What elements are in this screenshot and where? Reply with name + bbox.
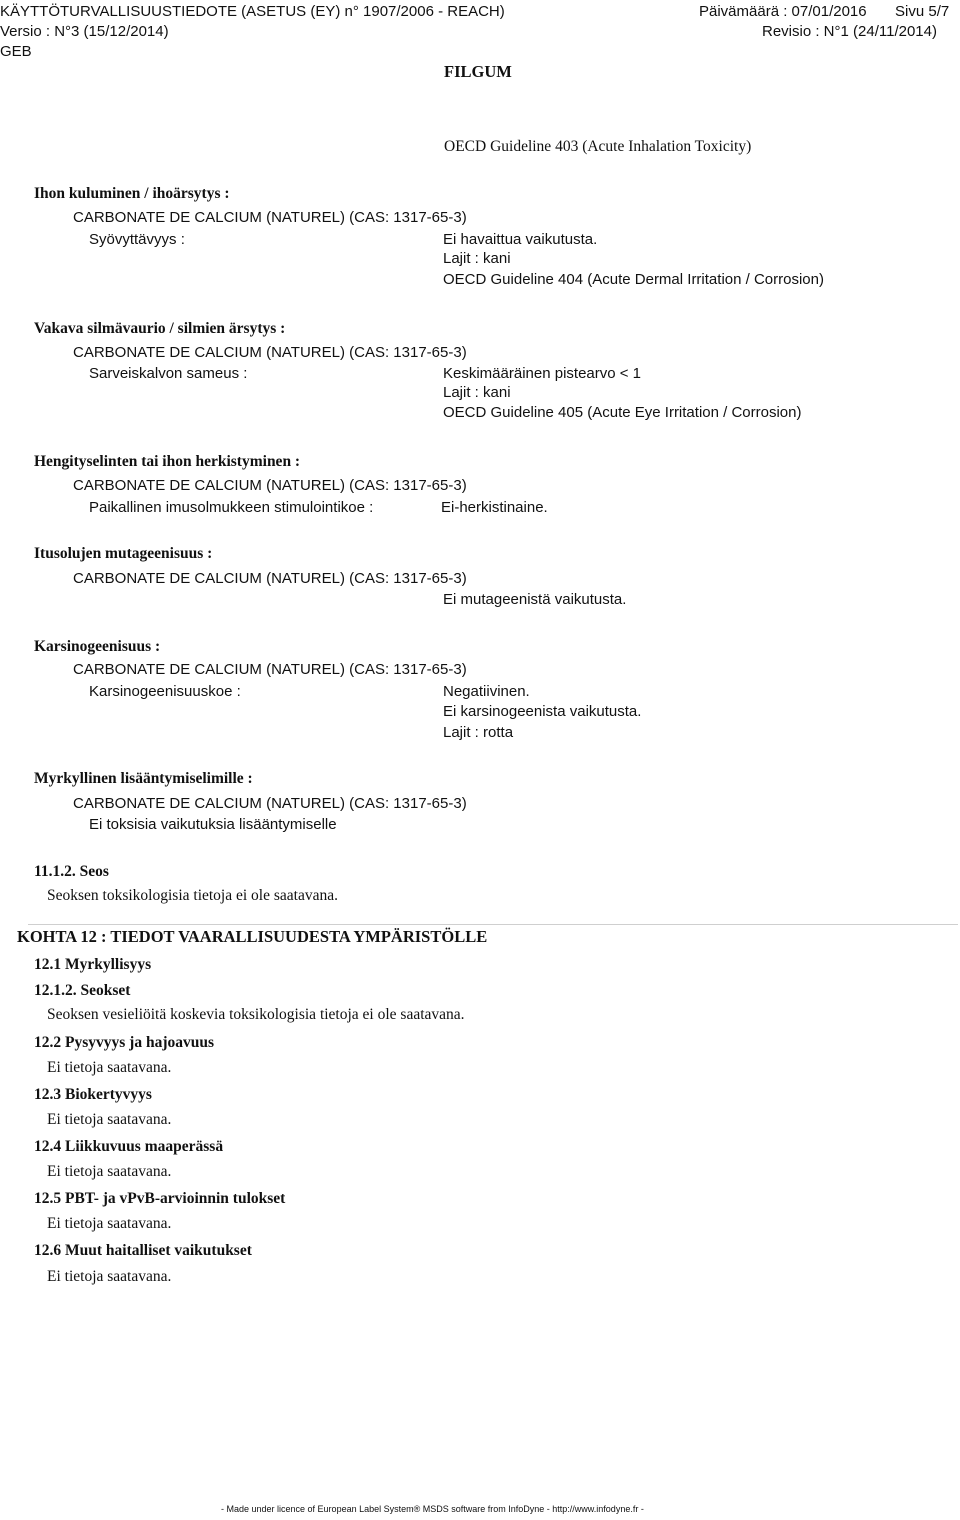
sensitisation-result: Ei-herkistinaine.: [441, 499, 548, 516]
section-12-5-heading: 12.5 PBT- ja vPvB-arvioinnin tulokset: [34, 1190, 286, 1207]
inhalation-guideline: OECD Guideline 403 (Acute Inhalation Toxicity): [444, 138, 752, 155]
section-12-4-heading: 12.4 Liikkuvuus maaperässä: [34, 1138, 224, 1155]
document-language: GEB: [0, 43, 32, 60]
sensitisation-heading: Hengityselinten tai ihon herkistyminen :: [34, 453, 301, 470]
eye-heading: Vakava silmävaurio / silmien ärsytys :: [34, 320, 286, 337]
section-12-1-heading: 12.1 Myrkyllisyys: [34, 956, 152, 973]
document-title: KÄYTTÖTURVALLISUUSTIEDOTE (ASETUS (EY) n° 1907/2006 - REACH): [0, 3, 505, 20]
mixture-text: Seoksen toksikologisia tietoja ei ole saatavana.: [47, 887, 338, 904]
product-name: FILGUM: [444, 62, 512, 81]
mutagenicity-heading: Itusolujen mutageenisuus :: [34, 545, 213, 562]
eye-species: Lajit : kani: [443, 384, 511, 401]
section-divider: [28, 924, 958, 925]
eye-guideline: OECD Guideline 405 (Acute Eye Irritation / Corrosion): [443, 404, 802, 421]
skin-guideline: OECD Guideline 404 (Acute Dermal Irritation / Corrosion): [443, 271, 824, 288]
carcinogenicity-heading: Karsinogeenisuus :: [34, 638, 161, 655]
eye-result: Keskimääräinen pistearvo < 1: [443, 365, 642, 382]
reproductive-substance: CARBONATE DE CALCIUM (NATUREL) (CAS: 1317-65-3): [73, 795, 467, 812]
section-12-5-text: Ei tietoja saatavana.: [47, 1215, 172, 1232]
skin-substance: CARBONATE DE CALCIUM (NATUREL) (CAS: 1317-65-3): [73, 209, 467, 226]
section-12-2-text: Ei tietoja saatavana.: [47, 1059, 172, 1076]
section-12-6-text: Ei tietoja saatavana.: [47, 1268, 172, 1285]
mixture-heading: 11.1.2. Seos: [34, 863, 109, 880]
reproductive-heading: Myrkyllinen lisääntymiselimille :: [34, 770, 253, 787]
document-revision: Revisio : N°1 (24/11/2014): [762, 23, 937, 40]
sensitisation-substance: CARBONATE DE CALCIUM (NATUREL) (CAS: 1317-65-3): [73, 477, 467, 494]
reproductive-result: Ei toksisia vaikutuksia lisääntymiselle: [89, 816, 337, 833]
sensitisation-label: Paikallinen imusolmukkeen stimulointikoe :: [89, 499, 374, 516]
section-12-2-heading: 12.2 Pysyvyys ja hajoavuus: [34, 1034, 214, 1051]
section-12-3-text: Ei tietoja saatavana.: [47, 1111, 172, 1128]
skin-label: Syövyttävyys :: [89, 231, 185, 248]
section-12-1-2-heading: 12.1.2. Seokset: [34, 982, 131, 999]
document-date: Päivämäärä : 07/01/2016: [699, 3, 867, 20]
eye-substance: CARBONATE DE CALCIUM (NATUREL) (CAS: 1317-65-3): [73, 344, 467, 361]
skin-species: Lajit : kani: [443, 250, 511, 267]
carcinogenicity-substance: CARBONATE DE CALCIUM (NATUREL) (CAS: 1317-65-3): [73, 661, 467, 678]
carcinogenicity-label: Karsinogeenisuuskoe :: [89, 683, 241, 700]
page-number: Sivu 5/7: [895, 3, 950, 20]
document-version: Versio : N°3 (15/12/2014): [0, 23, 169, 40]
eye-label: Sarveiskalvon sameus :: [89, 365, 248, 382]
carcinogenicity-species: Lajit : rotta: [443, 724, 514, 741]
carcinogenicity-result: Negatiivinen.: [443, 683, 530, 700]
section-12-title: KOHTA 12 : TIEDOT VAARALLISUUDESTA YMPÄRISTÖLLE: [17, 927, 488, 946]
skin-result: Ei havaittua vaikutusta.: [443, 231, 598, 248]
section-12-6-heading: 12.6 Muut haitalliset vaikutukset: [34, 1242, 252, 1259]
mutagenicity-result: Ei mutageenistä vaikutusta.: [443, 591, 627, 608]
carcinogenicity-result-2: Ei karsinogeenista vaikutusta.: [443, 703, 642, 720]
footer-licence: - Made under licence of European Label System® MSDS software from InfoDyne - http://www.infodyne.fr -: [221, 1504, 644, 1514]
section-12-1-2-text: Seoksen vesieliöitä koskevia toksikologisia tietoja ei ole saatavana.: [47, 1006, 465, 1023]
mutagenicity-substance: CARBONATE DE CALCIUM (NATUREL) (CAS: 1317-65-3): [73, 570, 467, 587]
section-12-4-text: Ei tietoja saatavana.: [47, 1163, 172, 1180]
section-12-3-heading: 12.3 Biokertyvyys: [34, 1086, 152, 1103]
skin-heading: Ihon kuluminen / ihoärsytys :: [34, 185, 230, 202]
